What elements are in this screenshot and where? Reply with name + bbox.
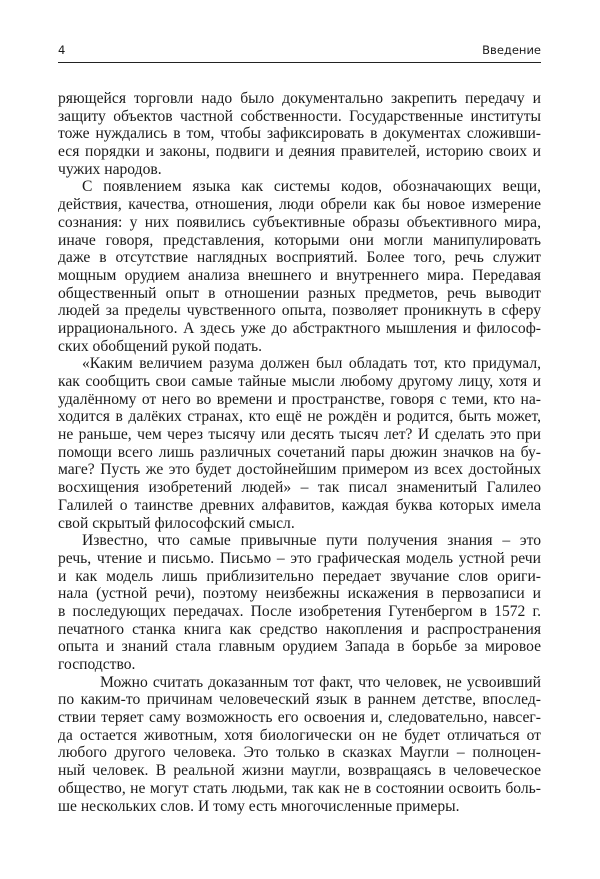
- text-line: еся порядки и законы, подвиги и деяния правителей, историю своих и: [58, 143, 541, 161]
- text-line: да остается животным, хотя биологически он не будет отличаться от: [58, 726, 541, 744]
- page-number: 4: [58, 43, 66, 57]
- text-line: действия, качества, отношения, люди обрели как бы новое измерение: [58, 196, 541, 214]
- section-title: Введение: [482, 43, 541, 57]
- text-line: иррационального. А здесь уже до абстрактного мышления и философ-: [58, 319, 541, 337]
- text-line: иначе говоря, представления, которыми они могли манипулировать: [58, 231, 541, 249]
- text-line: ряющейся торговли надо было документально закрепить передачу и: [58, 90, 541, 107]
- text-line: любого другого человека. Это только в сказках Маугли – полноцен-: [58, 744, 541, 762]
- text-line: тоже нуждались в том, чтобы зафиксировать в документах сложивши-: [58, 125, 541, 143]
- text-line: «Каким величием разума должен был обладать тот, кто придумал,: [82, 355, 541, 373]
- text-line: ный человек. В реальной жизни маугли, возвращаясь в человеческое: [58, 762, 541, 780]
- text-line: С появлением языка как системы кодов, обозначающих вещи,: [82, 178, 541, 196]
- paragraph: [58, 178, 541, 355]
- page-body: [58, 90, 541, 815]
- text-line: речь, чтение и письмо. Письмо – это графическая модель устной речи: [58, 549, 541, 567]
- paragraph: [58, 355, 541, 532]
- text-line: опыта и знаний стала главным орудием Запада в борьбе за мировое: [58, 638, 541, 656]
- running-header: [58, 40, 541, 63]
- text-line: ходится в далёких странах, кто ещё не рождён и родится, быть может,: [58, 408, 541, 426]
- text-line: в последующих передачах. После изобретения Гутенбергом в 1572 г.: [58, 602, 541, 620]
- text-line: восхищения изобретений людей» – так писал знаменитый Галилео: [58, 479, 541, 497]
- text-line: даже в отсутствие наглядных восприятий. Более того, речь служит: [58, 249, 541, 267]
- text-line: общественный опыт в отношении разных предметов, речь выводит: [58, 284, 541, 302]
- text-line: господство.: [58, 656, 136, 673]
- text-line: маге? Пусть же это будет достойнейшим примером из всех достойных: [58, 461, 541, 479]
- text-line: помощи всего лишь различных сочетаний пары дюжин значков на бу-: [58, 443, 541, 461]
- text-line: людей за пределы чувственного опыта, позволяет проникнуть в сферу: [58, 302, 541, 320]
- paragraph: [58, 90, 541, 178]
- text-line: по каким-то причинам человеческий язык в раннем детстве, впослед-: [58, 691, 541, 709]
- text-line: печатного станка книга как средство накопления и распространения: [58, 620, 541, 638]
- text-line: не раньше, чем через тысячу или десять тысяч лет? И сделать это при: [58, 426, 541, 444]
- text-line: Можно считать доказанным тот факт, что человек, не усвоивший: [100, 673, 541, 691]
- text-line: свой скрытый философский смысл.: [58, 514, 295, 532]
- paragraph: [58, 532, 541, 674]
- text-line: ствии теряет саму возможность его освоения и, следовательно, навсег-: [58, 709, 541, 727]
- paragraph: [58, 674, 541, 816]
- text-line: удалённому от него во времени и пространстве, говоря с теми, кто на-: [58, 390, 541, 408]
- text-line: общество, не могут стать людьми, так как не в состоянии освоить боль-: [58, 779, 541, 797]
- text-line: ше нескольких слов. И тому есть многочисленные примеры.: [58, 797, 460, 815]
- text-line: ских обобщений рукой подать.: [58, 337, 263, 355]
- text-line: мощным орудием анализа внешнего и внутреннего мира. Передавая: [58, 266, 541, 284]
- text-line: и как модель лишь приблизительно передает звучание слов ориги-: [58, 567, 541, 585]
- text-line: сознания: у них появились субъективные образы объективного мира,: [58, 213, 541, 231]
- text-line: Известно, что самые привычные пути получения знания – это: [82, 532, 541, 550]
- text-line: защиту объектов частной собственности. Государственные институты: [58, 107, 541, 125]
- text-line: Галилей о таинстве древних алфавитов, каждая буква которых имела: [58, 496, 541, 514]
- text-line: чужих народов.: [58, 160, 162, 178]
- text-line: как сообщить свои самые тайные мысли любому другому лицу, хотя и: [58, 373, 541, 390]
- text-line: нала (устной речи), поэтому неизбежны искажения в первозаписи и: [58, 585, 541, 603]
